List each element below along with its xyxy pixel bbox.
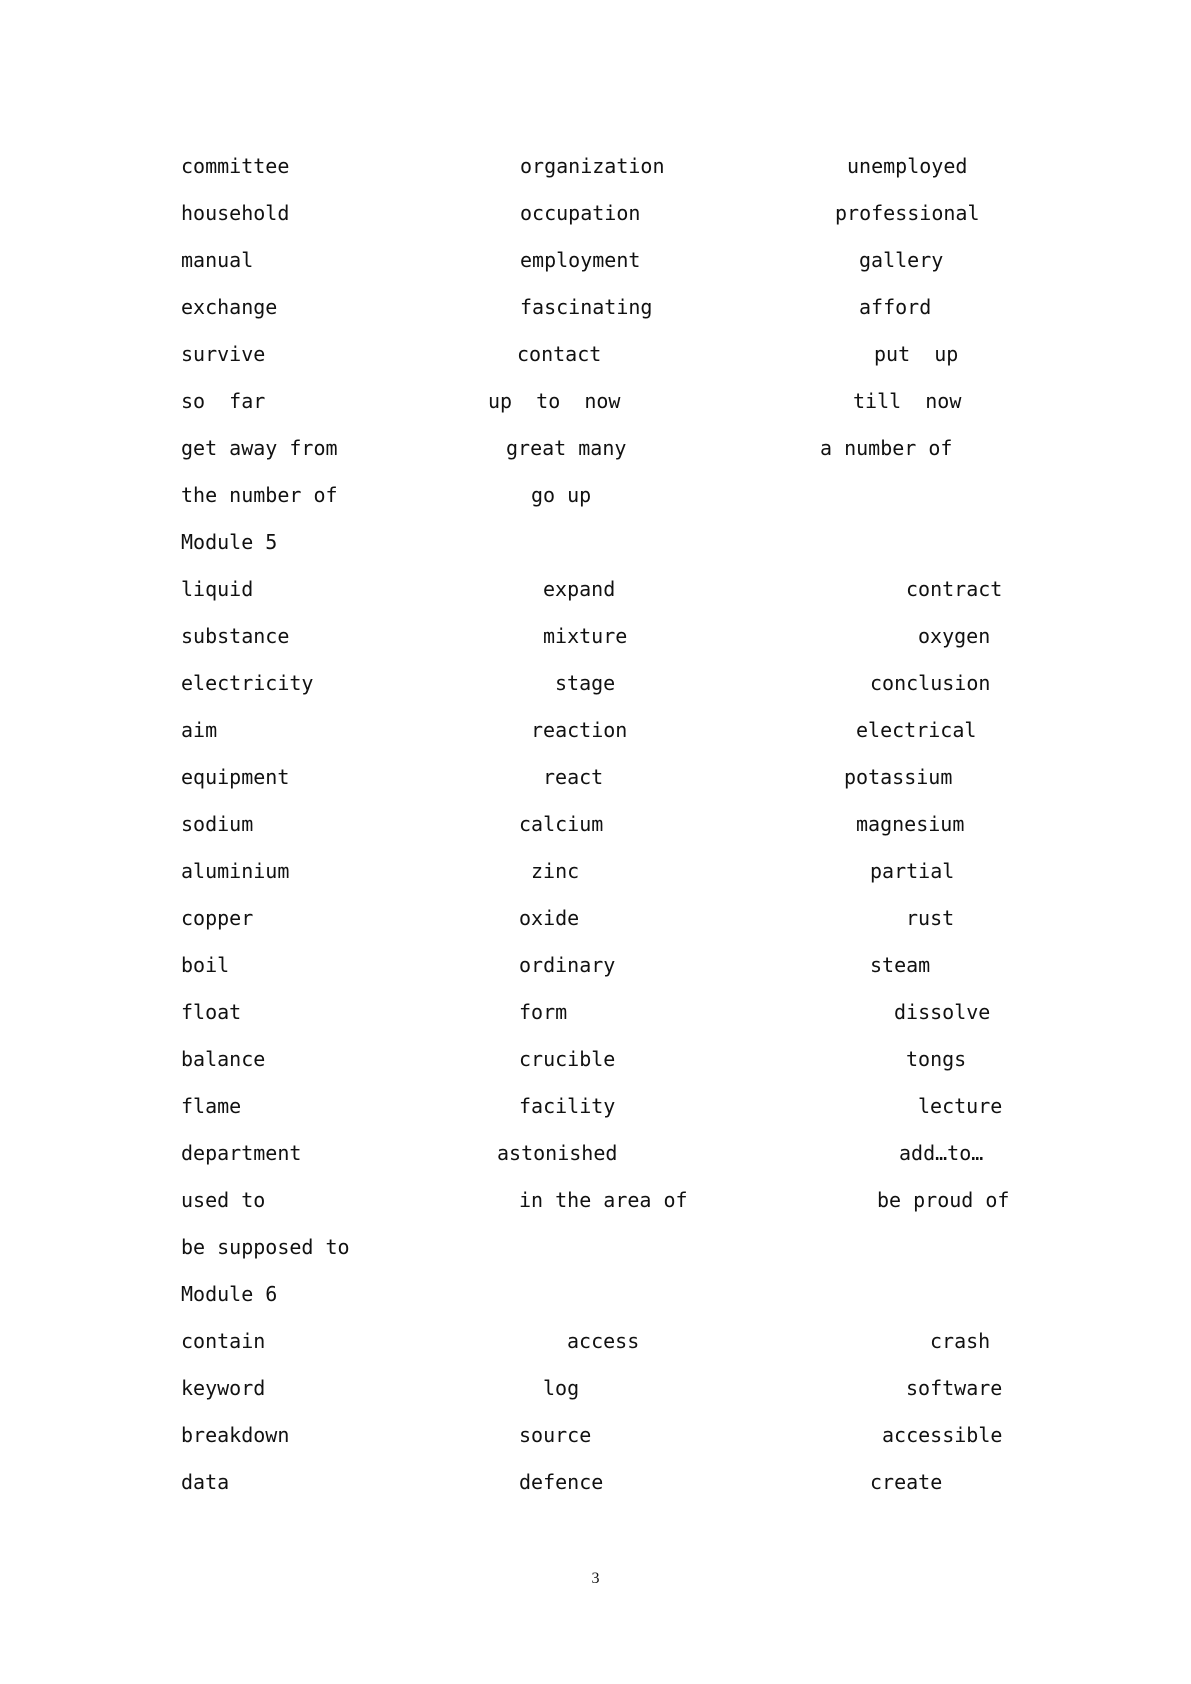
vocab-row	[0, 245, 1191, 275]
vocab-word: create	[870, 1470, 943, 1494]
vocab-row	[0, 1044, 1191, 1074]
vocab-word: put up	[874, 342, 959, 366]
vocab-word: crucible	[519, 1047, 616, 1071]
vocab-word: magnesium	[856, 812, 965, 836]
vocab-row	[0, 1232, 1191, 1262]
vocab-row	[0, 1467, 1191, 1497]
vocab-word: substance	[181, 624, 290, 648]
vocab-word: mixture	[543, 624, 628, 648]
vocab-row	[0, 997, 1191, 1027]
module-title: Module 6	[181, 1282, 278, 1306]
vocab-row	[0, 1185, 1191, 1215]
vocab-word: contact	[517, 342, 602, 366]
vocab-row	[0, 292, 1191, 322]
vocab-word: balance	[181, 1047, 266, 1071]
vocab-row	[0, 480, 1191, 510]
vocab-word: partial	[870, 859, 955, 883]
vocab-word: used to	[181, 1188, 266, 1212]
vocab-word: be proud of	[877, 1188, 1010, 1212]
vocab-word: be supposed to	[181, 1235, 350, 1259]
module-heading	[0, 527, 1191, 557]
vocab-word: in the area of	[519, 1188, 688, 1212]
vocab-word: rust	[906, 906, 955, 930]
vocab-word: electricity	[181, 671, 314, 695]
vocab-word: log	[543, 1376, 580, 1400]
vocab-row	[0, 1138, 1191, 1168]
vocab-word: react	[543, 765, 604, 789]
vocab-word: a number of	[820, 436, 953, 460]
vocab-word: keyword	[181, 1376, 266, 1400]
vocab-word: form	[519, 1000, 568, 1024]
module-title: Module 5	[181, 530, 278, 554]
vocab-word: boil	[181, 953, 230, 977]
vocab-word: breakdown	[181, 1423, 290, 1447]
vocab-row	[0, 386, 1191, 416]
vocab-row	[0, 1373, 1191, 1403]
vocab-word: data	[181, 1470, 230, 1494]
vocab-word: go up	[531, 483, 592, 507]
vocab-word: oxide	[519, 906, 580, 930]
vocab-word: source	[519, 1423, 592, 1447]
vocab-row	[0, 1326, 1191, 1356]
module-heading	[0, 1279, 1191, 1309]
vocab-word: great many	[506, 436, 627, 460]
vocab-word: so far	[181, 389, 266, 413]
vocab-word: calcium	[519, 812, 604, 836]
vocab-word: stage	[555, 671, 616, 695]
vocab-word: zinc	[531, 859, 580, 883]
vocab-word: software	[906, 1376, 1003, 1400]
vocab-word: contract	[906, 577, 1003, 601]
vocab-word: crash	[930, 1329, 991, 1353]
vocab-word: astonished	[497, 1141, 618, 1165]
vocab-word: till now	[853, 389, 962, 413]
vocab-word: manual	[181, 248, 254, 272]
vocab-word: the number of	[181, 483, 338, 507]
vocab-word: ordinary	[519, 953, 616, 977]
vocab-word: flame	[181, 1094, 242, 1118]
vocab-word: aluminium	[181, 859, 290, 883]
vocab-word: committee	[181, 154, 290, 178]
vocab-word: conclusion	[870, 671, 991, 695]
vocab-word: fascinating	[520, 295, 653, 319]
vocab-row	[0, 715, 1191, 745]
vocab-word: equipment	[181, 765, 290, 789]
vocab-word: oxygen	[918, 624, 991, 648]
vocab-row	[0, 809, 1191, 839]
vocab-word: steam	[870, 953, 931, 977]
vocab-word: add…to…	[899, 1141, 984, 1165]
vocab-word: exchange	[181, 295, 278, 319]
vocab-word: unemployed	[847, 154, 968, 178]
vocab-word: occupation	[520, 201, 641, 225]
vocab-word: accessible	[882, 1423, 1003, 1447]
vocab-word: liquid	[181, 577, 254, 601]
vocab-row	[0, 574, 1191, 604]
vocab-word: contain	[181, 1329, 266, 1353]
vocab-row	[0, 1091, 1191, 1121]
vocab-word: electrical	[856, 718, 977, 742]
vocab-word: organization	[520, 154, 665, 178]
vocab-word: tongs	[906, 1047, 967, 1071]
vocab-row	[0, 762, 1191, 792]
vocab-word: float	[181, 1000, 242, 1024]
vocab-row	[0, 950, 1191, 980]
vocab-row	[0, 668, 1191, 698]
vocab-word: department	[181, 1141, 302, 1165]
vocab-word: access	[567, 1329, 640, 1353]
vocab-word: facility	[519, 1094, 616, 1118]
vocab-row	[0, 856, 1191, 886]
vocab-row	[0, 433, 1191, 463]
vocab-word: sodium	[181, 812, 254, 836]
vocab-word: copper	[181, 906, 254, 930]
vocab-row	[0, 198, 1191, 228]
vocab-word: gallery	[859, 248, 944, 272]
vocab-word: survive	[181, 342, 266, 366]
vocab-word: lecture	[918, 1094, 1003, 1118]
vocab-row	[0, 151, 1191, 181]
vocab-word: defence	[519, 1470, 604, 1494]
vocab-word: potassium	[844, 765, 953, 789]
vocab-word: afford	[859, 295, 932, 319]
vocab-word: get away from	[181, 436, 338, 460]
vocab-word: expand	[543, 577, 616, 601]
vocab-word: reaction	[531, 718, 628, 742]
vocab-word: household	[181, 201, 290, 225]
vocab-word: professional	[835, 201, 980, 225]
vocab-row	[0, 1420, 1191, 1450]
vocab-word: aim	[181, 718, 218, 742]
vocab-row	[0, 621, 1191, 651]
page-number: 3	[591, 1570, 600, 1587]
vocab-word: employment	[520, 248, 641, 272]
vocab-row	[0, 903, 1191, 933]
vocab-word: dissolve	[894, 1000, 991, 1024]
vocab-row	[0, 339, 1191, 369]
vocab-word: up to now	[488, 389, 621, 413]
